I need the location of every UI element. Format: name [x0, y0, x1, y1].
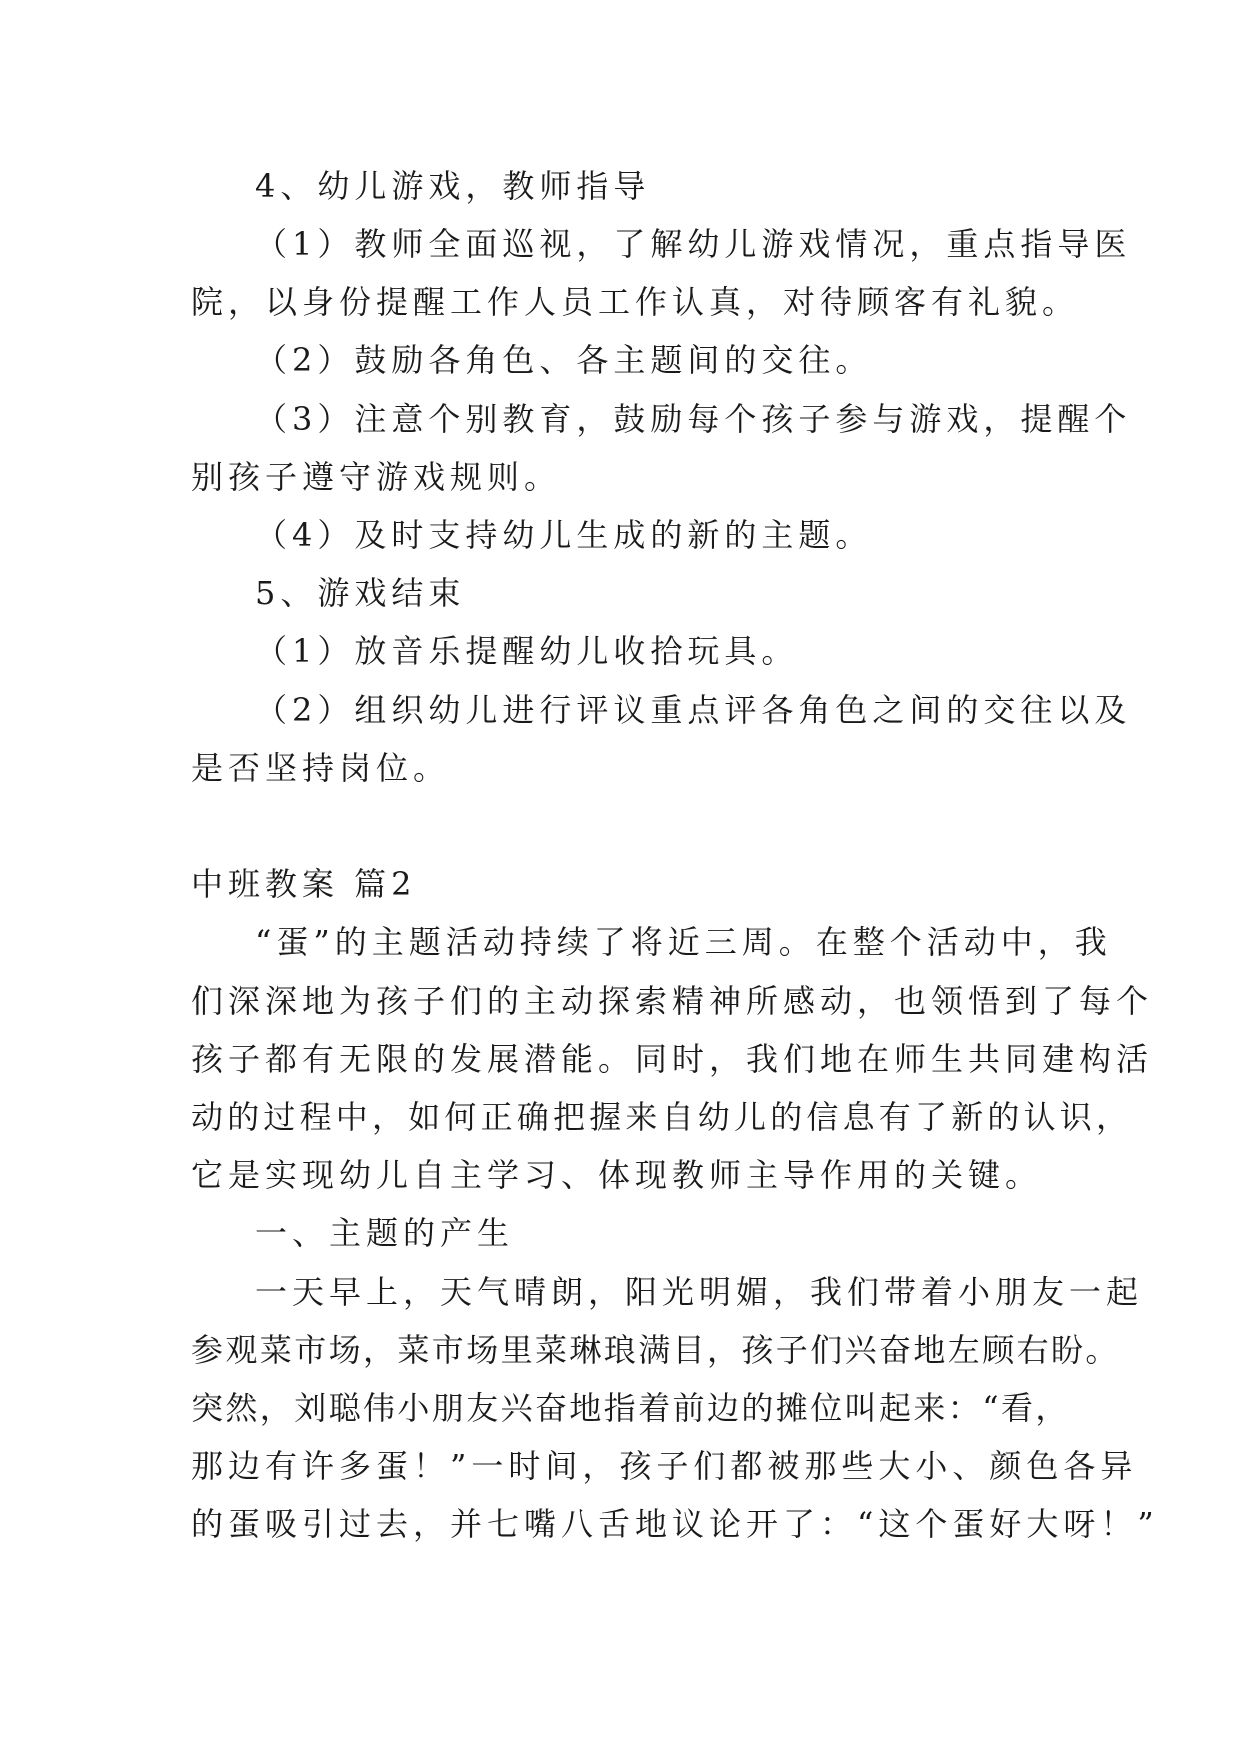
step-4-item-3-line-2: 别孩子遵守游戏规则。	[191, 458, 562, 496]
story-paragraph-line-5: 的蛋吸引过去，并七嘴八舌地议论开了：“这个蛋好大呀！”	[191, 1505, 1159, 1543]
step-4-item-3-line-1: （3）注意个别教育，鼓励每个孩子参与游戏，提醒个	[255, 400, 1132, 438]
step-4-item-1-line-2: 院，以身份提醒工作人员工作认真，对待顾客有礼貌。	[191, 283, 1080, 321]
step-4-item-4: （4）及时支持幼儿生成的新的主题。	[255, 516, 873, 554]
step-5-item-2-line-1: （2）组织幼儿进行评议重点评各角色之间的交往以及	[255, 691, 1132, 729]
story-paragraph-line-2: 参观菜市场，菜市场里菜琳琅满目，孩子们兴奋地左顾右盼。	[191, 1331, 1120, 1369]
intro-paragraph-line-5: 它是实现幼儿自主学习、体现教师主导作用的关键。	[191, 1156, 1043, 1194]
step-4-item-2: （2）鼓励各角色、各主题间的交往。	[255, 341, 873, 379]
step-5-item-2-line-2: 是否坚持岗位。	[191, 749, 451, 787]
step-4-item-1-line-1: （1）教师全面巡视，了解幼儿游戏情况，重点指导医	[255, 225, 1132, 263]
intro-paragraph-line-3: 孩子都有无限的发展潜能。同时，我们地在师生共同建构活	[191, 1040, 1154, 1078]
story-paragraph-line-1: 一天早上，天气晴朗，阳光明媚，我们带着小朋友一起	[255, 1273, 1144, 1311]
intro-paragraph-line-4: 动的过程中，如何正确把握来自幼儿的信息有了新的认识，	[191, 1098, 1133, 1136]
intro-paragraph-line-1: “蛋”的主题活动持续了将近三周。在整个活动中，我	[255, 923, 1112, 961]
step-4-heading: 4、幼儿游戏，教师指导	[255, 167, 651, 205]
subsection-1-heading: 一、主题的产生	[255, 1214, 515, 1252]
section-2-title: 中班教案 篇2	[191, 865, 417, 903]
story-paragraph-line-4: 那边有许多蛋！”一时间，孩子们都被那些大小、颜色各异	[191, 1447, 1138, 1485]
step-5-item-1: （1）放音乐提醒幼儿收拾玩具。	[255, 632, 799, 670]
step-5-heading: 5、游戏结束	[255, 574, 466, 612]
intro-paragraph-line-2: 们深深地为孩子们的主动探索精神所感动，也领悟到了每个	[191, 982, 1154, 1020]
story-paragraph-line-3: 突然，刘聪伟小朋友兴奋地指着前边的摊位叫起来：“看，	[191, 1389, 1070, 1427]
